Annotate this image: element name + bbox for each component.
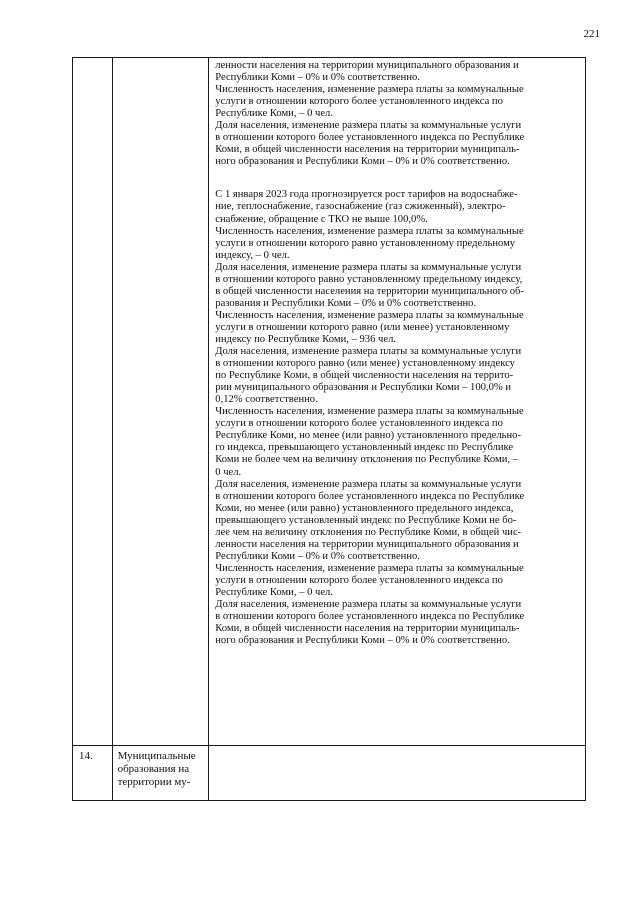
text-line: разования и Республики Коми – 0% и 0% соответственно. (215, 297, 477, 309)
row-number-cell (73, 746, 113, 801)
text-line: Доля населения, изменение размера платы за коммунальные услуги (215, 346, 522, 358)
text-line: услуги в отношении которого более установленного индекса по (215, 418, 503, 430)
text-line: снабжение, обращение с ТКО не выше 100,0%. (215, 213, 428, 225)
text-line: Республики Коми – 0% и 0% соответственно. (215, 72, 420, 84)
table-row-continued (73, 58, 586, 746)
text-line: услуги в отношении которого равно установленному предельному (215, 237, 516, 249)
page-number: 221 (583, 28, 600, 40)
text-line: услуги в отношении которого равно (или менее) установленному (215, 321, 510, 333)
municipality-name-line: Муниципальные (117, 750, 196, 762)
text-line: Республике Коми, – 0 чел. (215, 108, 333, 120)
text-line: ного образования и Республики Коми – 0% и 0% соответственно. (215, 635, 510, 647)
text-line: услуги в отношении которого более установленного индекса по (215, 574, 503, 586)
text-line: ние, теплоснабжение, газоснабжение (газ сжиженный), электро- (215, 201, 506, 213)
row-number: 14. (79, 750, 93, 762)
text-line: индексу по Республике Коми, – 936 чел. (215, 333, 397, 345)
text-line: 0 чел. (215, 466, 242, 478)
text-line: С 1 января 2023 года прогнозируется рост тарифов на водоснабже- (215, 189, 518, 201)
table-row-14 (73, 746, 586, 801)
municipality-name-cell (112, 58, 209, 746)
text-line: Численность населения, изменение размера платы за коммунальные (215, 562, 524, 574)
municipality-name (113, 746, 209, 789)
text-line: рии муниципального образования и Республики Коми – 100,0% и (215, 382, 512, 394)
text-line: превышающего установленный индекс по Республике Коми не бо- (215, 514, 517, 526)
municipality-name-line: образования на (117, 763, 190, 775)
row-content-cell (209, 58, 586, 746)
text-line: го индекса, превышающего установленный индекс по Республике (215, 442, 514, 454)
text-line: Республике Коми, – 0 чел. (215, 586, 333, 598)
text-line: Республики Коми – 0% и 0% соответственно. (215, 550, 420, 562)
paragraph-block-2023 (215, 189, 579, 647)
text-line: по Республике Коми, в общей численности населения на террито- (215, 370, 514, 382)
row-content-cell (209, 746, 586, 801)
paragraph-block-2022 (215, 60, 579, 168)
text-line: Численность населения, изменение размера платы за коммунальные (215, 225, 524, 237)
text-line: Численность населения, изменение размера платы за коммунальные (215, 406, 524, 418)
text-line: Республике Коми, но менее (или равно) установленного предельно- (215, 430, 521, 442)
text-line: ного образования и Республики Коми – 0% и 0% соответственно. (215, 156, 510, 168)
municipal-table (72, 57, 586, 801)
text-line: Численность населения, изменение размера платы за коммунальные (215, 309, 524, 321)
municipality-name-cell (112, 746, 209, 801)
text-line: ленности населения на территории муниципального образования и (215, 538, 519, 550)
text-line: лее чем на величину отклонения по Республике Коми, в общей чис- (215, 526, 522, 538)
row-number-cell (73, 58, 113, 746)
row-content (209, 58, 585, 650)
text-line: в общей численности населения на территории муниципального об- (215, 285, 524, 297)
text-line: в отношении которого более установленного индекса по Республике (215, 611, 525, 623)
text-line: Коми, но менее (или равно) установленного предельного индекса, (215, 502, 514, 514)
text-line: Доля населения, изменение размера платы за коммунальные услуги (215, 478, 522, 490)
text-line: 0,12% соответственно. (215, 394, 318, 406)
row-content (209, 746, 585, 751)
text-line: в отношении которого равно (или менее) установленному индексу (215, 358, 515, 370)
paragraph-spacer (215, 168, 579, 189)
text-line: Доля населения, изменение размера платы за коммунальные услуги (215, 261, 522, 273)
text-line: Коми, в общей численности населения на территории муниципаль- (215, 623, 520, 635)
text-line: ленности населения на территории муниципального образования и (215, 60, 519, 71)
text-line: Численность населения, изменение размера платы за коммунальные (215, 84, 524, 96)
text-line: индексу, – 0 чел. (215, 249, 290, 261)
text-line: в отношении которого равно установленному предельному индексу, (215, 273, 523, 285)
text-line: Коми, в общей численности населения на территории муниципаль- (215, 144, 520, 156)
text-line: Коми не более чем на величину отклонения по Республике Коми, – (215, 454, 518, 466)
text-line: в отношении которого более установленного индекса по Республике (215, 132, 525, 144)
text-line: в отношении которого более установленного индекса по Республике (215, 490, 525, 502)
text-line: Доля населения, изменение размера платы за коммунальные услуги (215, 120, 522, 132)
municipality-name-line: территории му- (117, 776, 191, 788)
text-line: услуги в отношении которого более установленного индекса по (215, 96, 503, 108)
text-line: Доля населения, изменение размера платы за коммунальные услуги (215, 599, 522, 611)
